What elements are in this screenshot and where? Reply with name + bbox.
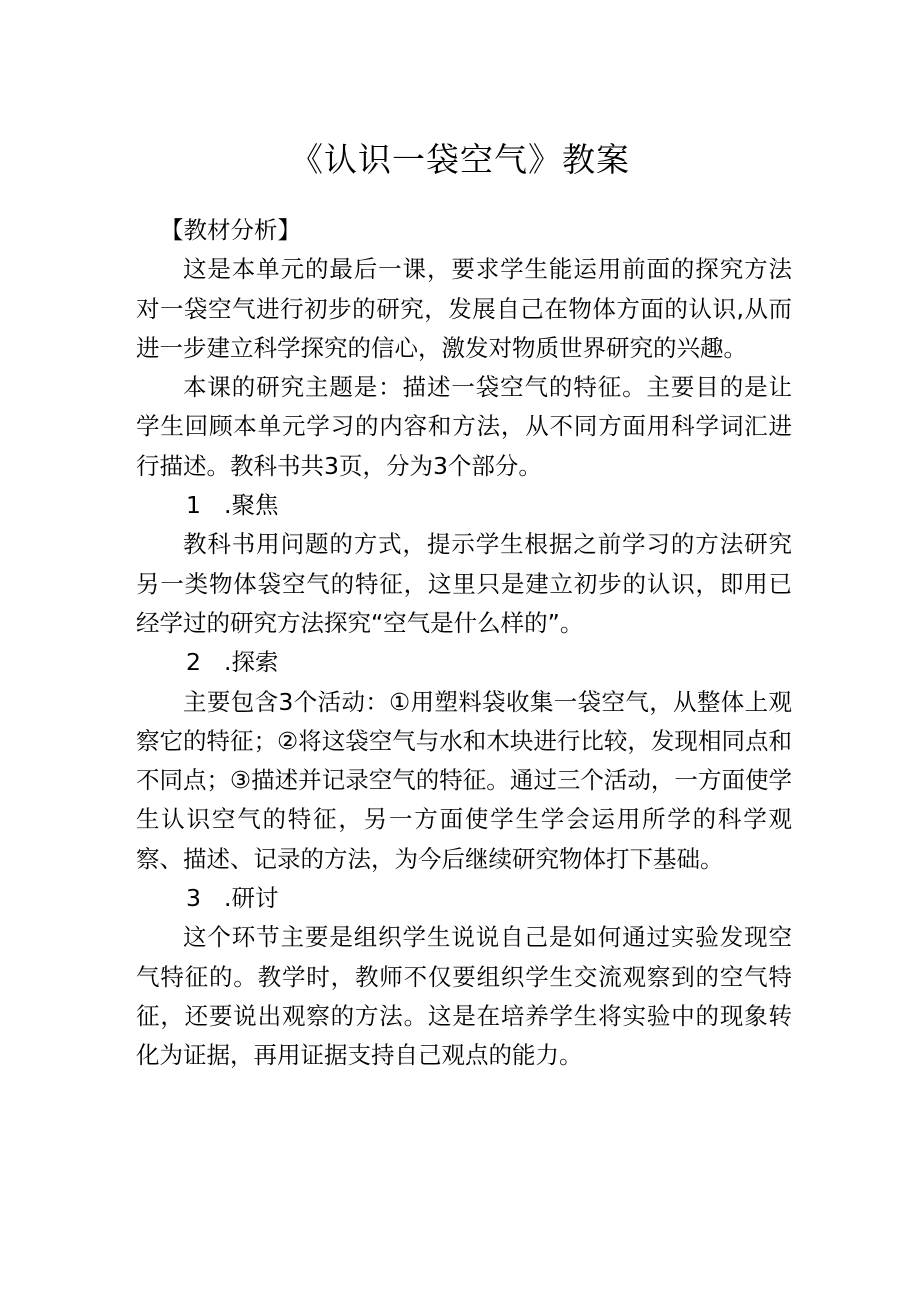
part-paragraph-focus: 教科书用问题的方式，提示学生根据之前学习的方法研究另一类物体袋空气的特征，这里只是建立初步的认识，即用已经学过的研究方法探究“空气是什么样的”。 [136, 530, 792, 637]
document-title: 《认识一袋空气》教案 [290, 140, 630, 179]
part-label: .聚焦 [224, 491, 279, 520]
part-number: 3 [186, 884, 201, 913]
part-heading-explore [136, 643, 792, 682]
part-label: .研讨 [224, 884, 279, 913]
part-heading-focus [136, 486, 792, 525]
part-heading-discuss [136, 879, 792, 918]
part-paragraph-explore: 主要包含3个活动：①用塑料袋收集一袋空气，从整体上观察它的特征；②将这袋空气与水和木块进行比较，发现相同点和不同点；③描述并记录空气的特征。通过三个活动，一方面使学生认识空气的特征，另一方面使学生学会运用所学的科学观察、描述、记录的方法，为今后继续研究物体打下基础。 [136, 687, 792, 873]
part-label: .探索 [224, 648, 279, 677]
intro-paragraph-1: 这是本单元的最后一课，要求学生能运用前面的探究方法对一袋空气进行初步的研究，发展自己在物体方面的认识,从而进一步建立科学探究的信心，激发对物质世界研究的兴趣。 [136, 255, 792, 362]
part-number: 2 [186, 648, 201, 677]
intro-paragraph-2: 本课的研究主题是：描述一袋空气的特征。主要目的是让学生回顾本单元学习的内容和方法，从不同方面用科学词汇进行描述。教科书共3页，分为3个部分。 [136, 373, 792, 480]
part-paragraph-discuss: 这个环节主要是组织学生说说自己是如何通过实验发现空气特征的。教学时，教师不仅要组织学生交流观察到的空气特征，还要说出观察的方法。这是在培养学生将实验中的现象转化为证据，再用证据支持自己观点的能力。 [136, 923, 792, 1070]
section-heading-textbook-analysis: 【教材分析】 [160, 216, 301, 244]
part-number: 1 [186, 491, 201, 520]
document-body [136, 211, 792, 1076]
